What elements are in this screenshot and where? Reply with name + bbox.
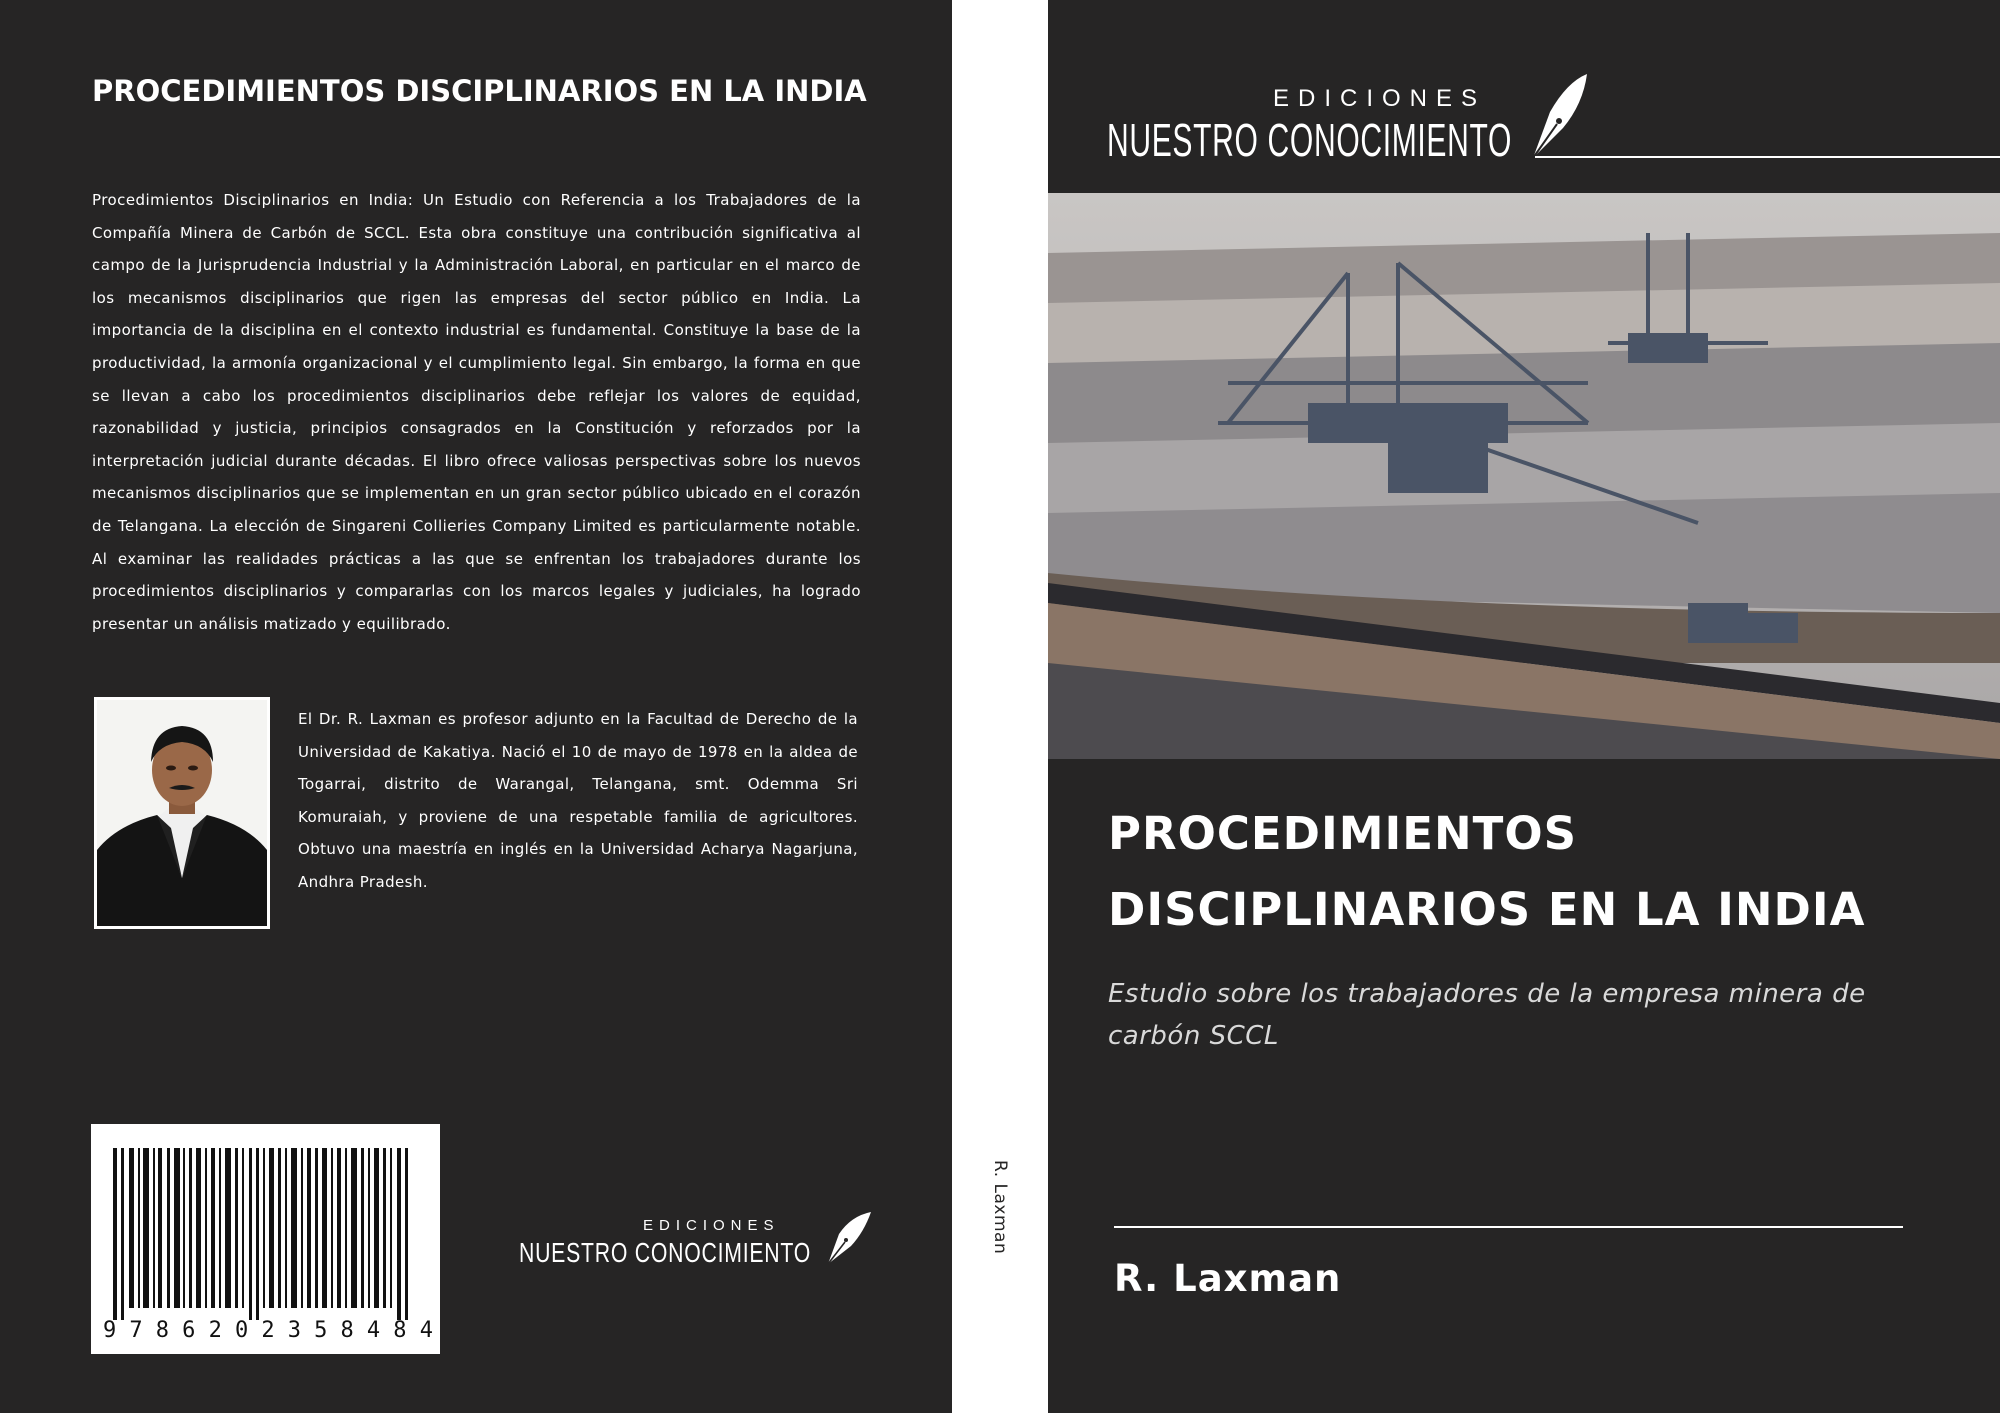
isbn-digit: 2 bbox=[208, 1318, 222, 1343]
publisher-rule bbox=[1535, 156, 2000, 158]
isbn-digit: 2 bbox=[261, 1318, 275, 1343]
fountain-pen-nib-icon bbox=[1533, 74, 1587, 158]
isbn-digit: 6 bbox=[182, 1318, 196, 1343]
author-bio: El Dr. R. Laxman es profesor adjunto en la Facultad de Derecho de la Universidad de Kakatiya. Nació el 10 de mayo de 1978 en la aldea de Togarrai, distrito de Warangal, Telangana, smt. Odemma Sri Komuraiah, y proviene de una respetable familia de agricultores. Obtuvo una maestría en inglés en la Universidad Acharya Nagarjuna, Andhra Pradesh. bbox=[298, 710, 858, 891]
isbn-digit: 9 bbox=[103, 1318, 117, 1343]
publisher-line2: NUESTRO CONOCIMIENTO bbox=[519, 1237, 811, 1268]
isbn-digit: 8 bbox=[155, 1318, 170, 1343]
spine-author: R. Laxman bbox=[990, 1160, 1010, 1255]
coal-mine-image bbox=[1048, 193, 2000, 759]
publisher-line1: EDICIONES bbox=[1273, 85, 1487, 112]
fountain-pen-nib-icon bbox=[828, 1212, 871, 1264]
back-cover-title: PROCEDIMIENTOS DISCIPLINARIOS EN LA INDIA bbox=[92, 74, 867, 108]
isbn-digit: 7 bbox=[129, 1318, 143, 1343]
front-cover-author: R. Laxman bbox=[1114, 1257, 1342, 1300]
isbn-digit: 0 bbox=[234, 1318, 249, 1343]
publisher-logo-large bbox=[1105, 68, 2000, 168]
isbn-barcode bbox=[91, 1124, 440, 1354]
front-cover-rule bbox=[1114, 1226, 1903, 1228]
back-cover bbox=[0, 0, 952, 1413]
isbn-number bbox=[103, 1318, 433, 1343]
author-photo bbox=[94, 697, 270, 929]
isbn-digit: 5 bbox=[314, 1318, 328, 1343]
front-cover-title: PROCEDIMIENTOS DISCIPLINARIOS EN LA INDIA bbox=[1108, 807, 1866, 936]
barcode-bars bbox=[111, 1148, 421, 1320]
front-cover-subtitle: Estudio sobre los trabajadores de la empresa minera de carbón SCCL bbox=[1108, 979, 1866, 1051]
publisher-logo-small bbox=[519, 1212, 879, 1272]
back-cover-description: Procedimientos Disciplinarios en India: Un Estudio con Referencia a los Trabajadores de la Compañía Minera de Carbón de SCCL. Esta obra constituye una contribución significativa al campo de la Jurisprudencia Industrial y la Administración Laboral, en particular en el marco de los mecanismos disciplinarios que rigen las empresas del sector público en India. La importancia de la disciplina en el contexto industrial es fundamental. Constituye la base de la productividad, la armonía organizacional y el cumplimiento legal. Sin embargo, la forma en que se llevan a cabo los procedimientos disciplinarios debe reflejar los valores de equidad, razonabilidad y justicia, principios consagrados en la Constitución y reforzados por la interpretación judicial durante décadas. El libro ofrece valiosas perspectivas sobre los nuevos mecanismos disciplinarios que se implementan en un gran sector público ubicado en el corazón de Telangana. La elección de Singareni Collieries Company Limited es particularmente notable. Al examinar las realidades prácticas a las que se enfrentan los trabajadores durante los procedimientos disciplinarios y compararlas con los marcos legales y judiciales, ha logrado presentar un análisis matizado y equilibrado. bbox=[92, 191, 861, 633]
publisher-line1: EDICIONES bbox=[643, 1217, 780, 1234]
publisher-line2: NUESTRO CONOCIMIENTO bbox=[1107, 114, 1512, 166]
isbn-digit: 8 bbox=[393, 1318, 407, 1343]
isbn-digit: 8 bbox=[340, 1318, 354, 1343]
isbn-digit: 4 bbox=[366, 1318, 381, 1343]
isbn-digit: 4 bbox=[419, 1318, 433, 1343]
isbn-digit: 3 bbox=[287, 1318, 301, 1343]
